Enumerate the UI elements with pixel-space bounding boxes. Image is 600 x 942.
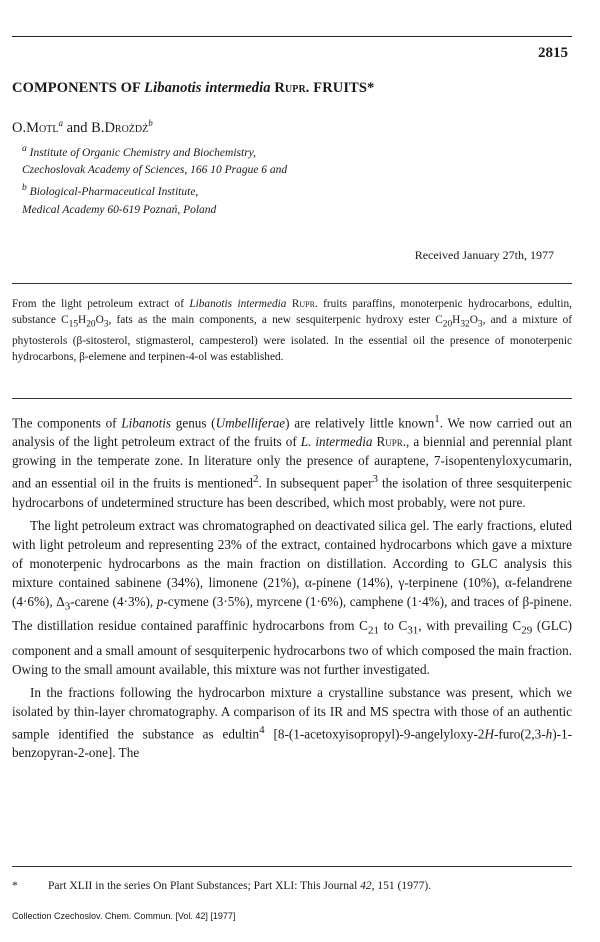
text: , a biennial and perennial plant growing in the temperate zone. In literature only the presence of auraptene, 7-isopentenyloxycumarin, and an essential oil in the fruits is mentioned [12, 434, 572, 491]
text: The light petroleum extract was chromatographed on deactivated silica gel. The early fractions, eluted with light petroleum and representing 23% of the extract, contained hydrocarbons which gave a mixture of monoterpenic hydrocarbons as the main fraction on distillation. According to GLC analysis this mixture contained sabinene (34%), limonene (21%), α-pinene (14%), γ-terpinene (10%), α-felandrene (4·6%), Δ [12, 517, 572, 609]
subscript: 3 [64, 600, 71, 613]
text: (GLC) component and a small amount of sesquiterpenic hydrocarbons two of which composed the main fraction. Owing to the small amount available, this mixture was not further investigated. [12, 618, 572, 678]
text: , with prevailing C [418, 618, 522, 634]
formula-element: O [469, 314, 478, 327]
header-rule [12, 36, 572, 37]
text: The components of [12, 415, 122, 431]
text: -cymene (3·5%), myrcene (1·6%), camphene (1·4%), and traces of β-pinene. The distillation residue contained paraffinic hydrocarbons from C [12, 593, 572, 634]
text: [8-(1-acetoxyisopropyl)-9-angelyloxy-2 [264, 726, 485, 742]
abstract-text: , fats as the main components, a new sesquiterpenic hydroxy ester C [108, 314, 443, 327]
reference-marker: 3 [372, 473, 378, 486]
abstract [12, 296, 572, 365]
title-species: Libanotis intermedia [144, 80, 271, 96]
text: -furo(2,3- [493, 726, 546, 742]
footnote-text: , 151 (1977). [371, 880, 432, 892]
formula-subscript: 3 [103, 319, 109, 330]
author2-sup: b [148, 118, 153, 128]
affiliation-sup: a [22, 143, 27, 154]
abstract-bottom-rule [12, 398, 572, 399]
text: In the fractions following the hydrocarbon mixture a crystalline substance was present, which we isolated by thin-layer chromatography. A comparison of its IR and MS spectra with those of an authentic sample identified the substance as edultin [12, 685, 572, 742]
formula-subscript: 20 [442, 319, 453, 330]
author1-initial: O. [12, 119, 27, 136]
article-title [12, 80, 374, 97]
affiliations [22, 140, 287, 219]
abstract-text: From the light petroleum extract of [12, 298, 190, 310]
abstract-text: , and a mixture of phytosterols (β-sitosterol, stigmasterol, campesterol) were isolated. In the essential oil the presence of monoterpenic hydrocarbons, β-elemene and terpinen-4-ol was established. [12, 314, 573, 364]
text: -carene (4·3%), [70, 593, 157, 609]
author1-name: Motl [26, 119, 59, 136]
authority-name: Rupr. [376, 434, 407, 450]
author-connector: and [62, 119, 92, 136]
author1-sup: a [58, 118, 63, 128]
title-authority: Rupr. [274, 80, 310, 96]
journal-footer: Collection Czechoslov. Chem. Commun. [Vol. 42] [1977] [12, 911, 236, 921]
author2-initial: B. [91, 119, 105, 136]
formula-subscript: 15 [68, 319, 79, 330]
formula-element: O [95, 314, 104, 327]
subscript: 21 [367, 625, 379, 638]
affiliation-text: Czechoslovak Academy of Sciences, 166 10 Prague 6 and [22, 164, 288, 177]
formula-subscript: 20 [86, 319, 96, 330]
author-line [12, 118, 153, 137]
genus-name: Libanotis [121, 415, 172, 431]
affiliation-sup: b [22, 182, 27, 194]
title-prefix: COMPONENTS OF [12, 80, 145, 96]
abstract-top-rule [12, 283, 572, 284]
text: . We now carried out an analysis of the light petroleum extract of the fruits of [12, 415, 572, 450]
affiliation-line [22, 179, 287, 201]
text: genus ( [171, 415, 216, 431]
formula-subscript: 3 [477, 319, 483, 330]
formula-subscript: 32 [460, 319, 470, 330]
text: . In subsequent paper [258, 475, 373, 491]
paragraph [12, 410, 572, 512]
text: ) are relatively little known [285, 415, 435, 431]
footnote-text: Part XLII in the series On Plant Substances; Part XLI: This Journal [48, 880, 361, 892]
footnote [12, 880, 572, 892]
affiliation-line [22, 202, 287, 219]
subscript: 29 [521, 625, 533, 638]
author2-name: Drożdż [104, 119, 149, 136]
affiliation-text: Medical Academy 60-619 Poznań, Poland [22, 203, 217, 216]
reference-marker: 4 [259, 724, 265, 737]
footnote-volume: 42 [360, 880, 372, 892]
abstract-text: fruits paraffins, monoterpenic hydrocarbons, edultin, substance C [12, 298, 572, 327]
formula-element: H [452, 314, 461, 327]
footnote-rule [12, 866, 572, 867]
reference-marker: 1 [434, 413, 440, 425]
text: the isolation of three sesquiterpenic hydrocarbons of undetermined structure has been described, which most probably, were not pure. [12, 475, 573, 510]
text: )-1-benzopyran-2-one]. The [12, 726, 572, 761]
reference-marker: 2 [253, 473, 259, 486]
affiliation-line [22, 162, 287, 179]
paragraph [12, 683, 572, 762]
italic-prefix: p [156, 593, 164, 609]
species-name: L. intermedia [300, 434, 373, 450]
page-number: 2815 [538, 45, 568, 61]
text: to C [378, 618, 408, 634]
abstract-species: Libanotis intermedia [189, 298, 287, 310]
affiliation-text: Biological-Pharmaceutical Institute, [26, 186, 199, 199]
formula-element: H [78, 314, 87, 327]
paragraph [12, 516, 572, 679]
subscript: 31 [407, 625, 419, 638]
family-name: Umbelliferae [215, 415, 286, 431]
italic-letter: H [484, 726, 494, 742]
abstract-authority: Rupr. [291, 298, 318, 310]
affiliation-line [22, 140, 287, 162]
article-body [12, 410, 572, 766]
title-suffix: FRUITS* [309, 80, 375, 96]
affiliation-text: Institute of Organic Chemistry and Biochemistry, [26, 146, 257, 159]
footnote-marker: * [12, 880, 18, 892]
italic-letter: h [545, 726, 553, 742]
received-date: Received January 27th, 1977 [414, 248, 554, 262]
